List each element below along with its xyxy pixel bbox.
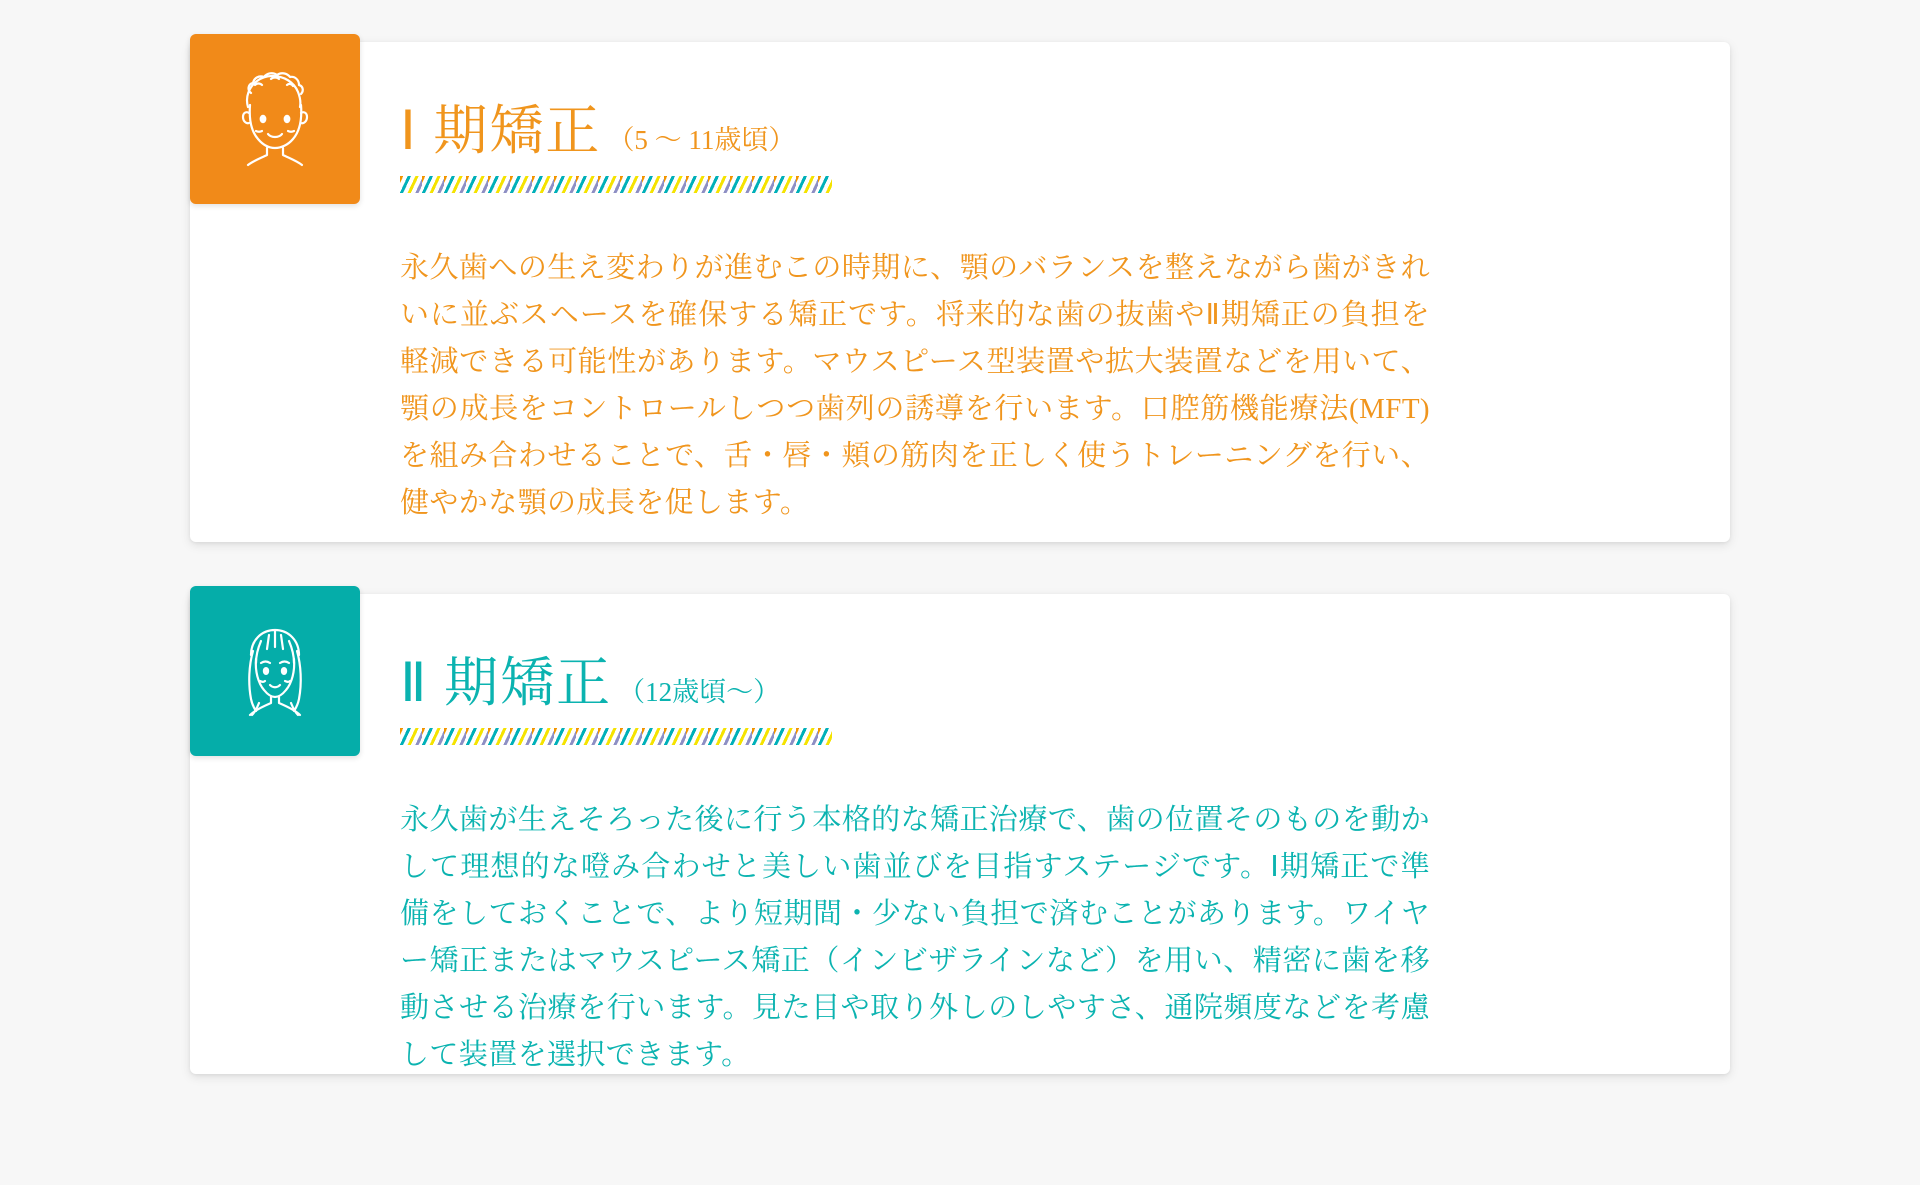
heading-row-phase-2: [400, 594, 1730, 713]
treatment-card-phase-1: [190, 42, 1730, 542]
page-title-phase-2: Ⅱ 期矯正: [400, 653, 613, 713]
page-subtitle-phase-2: （12歳頃～）: [618, 677, 781, 707]
treatment-card-phase-2: [190, 594, 1730, 1074]
hatched-divider-phase-2: [400, 728, 832, 745]
child-face-illustration-icon: [190, 34, 360, 204]
body-text-phase-2: 永久歯が生えそろった後に行う本格的な矯正治療で、歯の位置そのものを動かして理想的な噔み合わせと美しい歯並びを目指すステージです。Ⅰ期矯正で準備をしておくことで、より短期間・少ない負担で済むことがあります。ワイヤー矯正またはマウスピース矯正（インビザラインなど）を用い、精密に歯を移動させる治療を行います。見た目や取り外しのしやすさ、通院頻度などを考慮して装置を選択できます。: [400, 804, 1430, 1071]
page-title-phase-1: Ⅰ 期矯正: [400, 101, 602, 161]
hatched-divider-phase-1: [400, 176, 832, 193]
heading-row-phase-1: [400, 42, 1730, 161]
card-body-phase-1: [190, 42, 1730, 527]
page-subtitle-phase-1: （5 ～ 11歳頃）: [607, 125, 796, 155]
card-body-phase-2: [190, 594, 1730, 1079]
teen-face-illustration-icon: [190, 586, 360, 756]
body-text-phase-1: 永久歯への生え変わりが進むこの時期に、顎のバランスを整えながら歯がきれいに並ぶスヘースを確保する矯正です。将来的な歯の抜歯やⅡ期矯正の負担を軽減できる可能性があります。マウスピース型装置や拡大装置などを用いて、顎の成長をコントロールしつつ歯列の誘導を行います。口腔筋機能療法(MFT)を組み合わせることで、舌・唇・頬の筋肉を正しく使うトレーニングを行い、健やかな顎の成長を促します。: [400, 252, 1430, 519]
